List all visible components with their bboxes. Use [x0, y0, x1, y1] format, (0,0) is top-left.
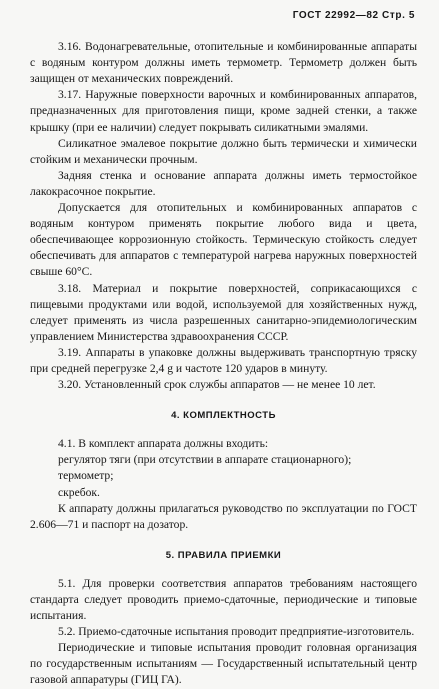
paragraph-3-16: 3.16. Водонагревательные, отопительные и комбинированные аппараты с водяным контуром должны иметь термометр. Термометр должен быть защищен от механических повреждений.: [30, 40, 417, 86]
paragraph-3-17: 3.17. Наружные поверхности варочных и комбинированных аппаратов, предназначенных для приготовления пищи, кроме задней стенки, а также крышку (при ее наличии) следует покрывать силикатными эмалями.: [30, 88, 417, 134]
paragraph-periodic-tests: Периодические и типовые испытания проводит головная организация по государственным испытаниям — Государственный испытательный центр газовой аппаратуры (ГИЦ ГА).: [30, 641, 417, 687]
paragraph-5-2: 5.2. Приемо-сдаточные испытания проводит предприятие-изготовитель.: [58, 625, 415, 639]
page-header: ГОСТ 22992—82 Стр. 5: [292, 10, 415, 21]
paragraph-coating-allowance: Допускается для отопительных и комбинированных аппаратов с водяным контуром применять покрытие любого вида и цвета, обеспечивающее коррозионную стойкость. Термическую стойкость следует обеспечивать для аппаратов с температурой нагрева наружных поверхностей свыше 60°С.: [30, 201, 417, 279]
paragraph-rear-wall: Задняя стенка и основание аппарата должны иметь термостойкое лакокрасочное покрытие.: [30, 168, 417, 198]
paragraph-4-1: 4.1. В комплект аппарата должны входить:: [58, 437, 269, 451]
section-title-acceptance-rules: 5. ПРАВИЛА ПРИЕМКИ: [165, 549, 282, 561]
section-title-completeness: 4. КОМПЛЕКТНОСТЬ: [171, 410, 276, 422]
paragraph-enamel-coating: Силикатное эмалевое покрытие должно быть термически и химически стойким и механически прочным.: [30, 136, 417, 166]
paragraph-manual: К аппарату должны прилагаться руководство по эксплуатации по ГОСТ 2.606—71 и паспорт на дозатор.: [30, 501, 417, 531]
list-item-draft-regulator: регулятор тяги (при отсутствии в аппарате стационарного);: [58, 453, 352, 467]
list-item-thermometer: термометр;: [58, 469, 114, 483]
paragraph-3-18: 3.18. Материал и покрытие поверхностей, соприкасающихся с пищевыми продуктами или водой, используемой для хозяйственных нужд, следует применять из числа разрешенных санитарно-эпидемиологическим управлением Министерства здравоохранения СССР.: [30, 281, 417, 343]
paragraph-5-1: 5.1. Для проверки соответствия аппаратов требованиям настоящего стандарта следует проводить приемо-сдаточные, периодические и типовые испытания.: [30, 576, 417, 623]
paragraph-3-20: 3.20. Установленный срок службы аппаратов — не менее 10 лет.: [58, 378, 376, 392]
list-item-scraper: скребок.: [58, 485, 100, 499]
paragraph-3-19: 3.19. Аппараты в упаковке должны выдерживать транспортную тряску при средней перегрузке 2,4 g и частоте 120 ударов в минуту.: [30, 345, 417, 375]
